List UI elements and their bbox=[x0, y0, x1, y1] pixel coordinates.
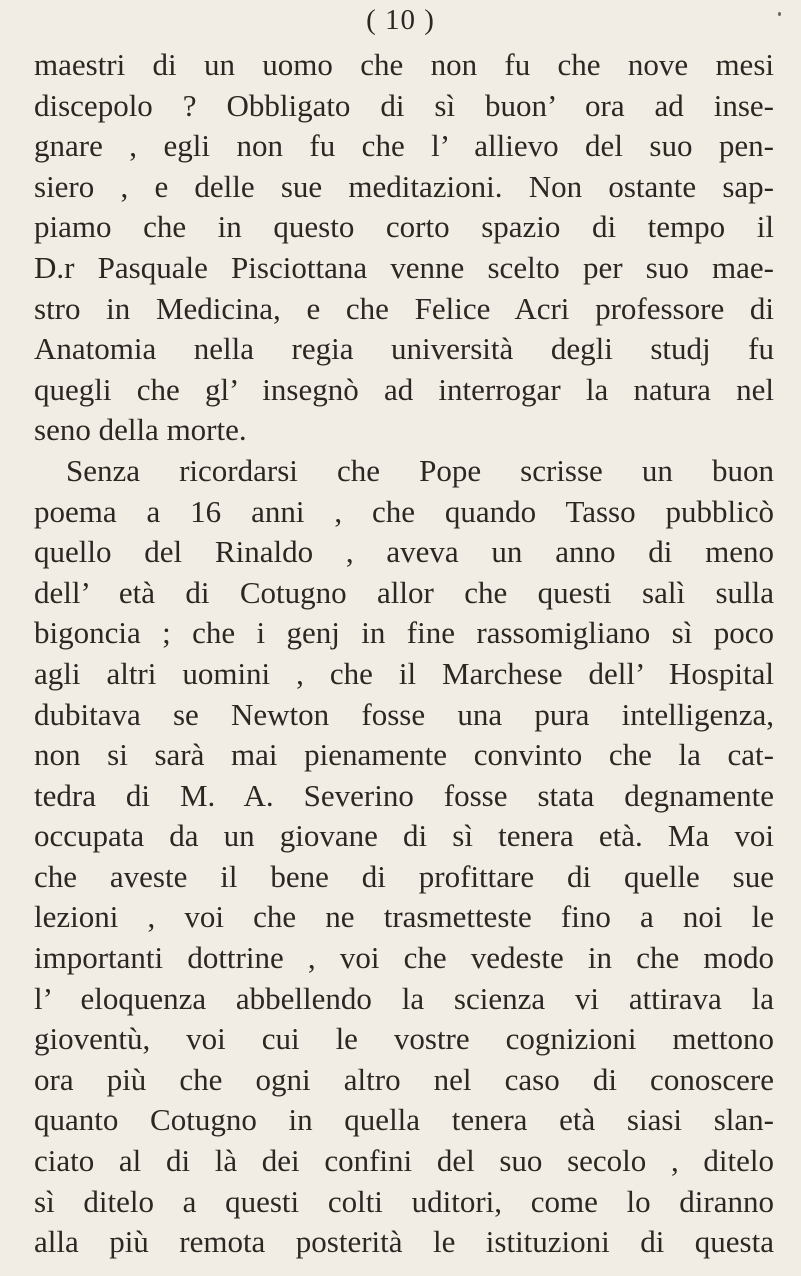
text-line: D.r Pasquale Pisciottana venne scelto per suo mae- bbox=[34, 249, 774, 285]
text-line: gnare , egli non fu che l’ allievo del suo pen- bbox=[34, 128, 774, 164]
text-line: stro in Medicina, e che Felice Acri professore di bbox=[34, 290, 774, 326]
text-line: quanto Cotugno in quella tenera età siasi slan- bbox=[34, 1102, 774, 1138]
paragraph-start-line: Senza ricordarsi che Pope scrisse un buon bbox=[66, 452, 774, 488]
text-line: piamo che in questo corto spazio di tempo il bbox=[34, 209, 774, 245]
text-line: tedra di M. A. Severino fosse stata degnamente bbox=[34, 777, 774, 813]
text-line: l’ eloquenza abbellendo la scienza vi attirava la bbox=[34, 980, 774, 1016]
text-line: Anatomia nella regia università degli studj fu bbox=[34, 331, 774, 367]
text-line: sì ditelo a questi colti uditori, come lo diranno bbox=[34, 1183, 774, 1219]
text-line: maestri di un uomo che non fu che nove mesi bbox=[34, 47, 774, 82]
text-line: quegli che gl’ insegnò ad interrogar la natura nel bbox=[34, 371, 774, 407]
text-line: ora più che ogni altro nel caso di conoscere bbox=[34, 1061, 774, 1097]
paragraph-end-line: seno della morte. bbox=[34, 412, 247, 448]
text-line: non si sarà mai pienamente convinto che la cat- bbox=[34, 737, 774, 773]
text-line: dubitava se Newton fosse una pura intelligenza, bbox=[34, 696, 774, 732]
text-line: ciato al di là dei confini del suo secolo , ditelo bbox=[34, 1143, 774, 1179]
text-line: agli altri uomini , che il Marchese dell’ Hospital bbox=[34, 655, 774, 691]
text-line: importanti dottrine , voi che vedeste in che modo bbox=[34, 940, 774, 976]
text-line: dell’ età di Cotugno allor che questi salì sulla bbox=[34, 574, 774, 610]
text-line: lezioni , voi che ne trasmetteste fino a noi le bbox=[34, 899, 774, 935]
text-line: quello del Rinaldo , aveva un anno di meno bbox=[34, 534, 774, 570]
text-line: poema a 16 anni , che quando Tasso pubblicò bbox=[34, 493, 774, 529]
text-line: gioventù, voi cui le vostre cognizioni mettono bbox=[34, 1021, 774, 1057]
text-line: discepolo ? Obbligato di sì buon’ ora ad inse- bbox=[34, 87, 774, 123]
text-line: bigoncia ; che i genj in fine rassomigliano sì poco bbox=[34, 615, 774, 651]
text-line: alla più remota posterità le istituzioni di questa bbox=[34, 1224, 774, 1260]
body-text bbox=[34, 45, 774, 1263]
text-line: siero , e delle sue meditazioni. Non ostante sap- bbox=[34, 168, 774, 204]
text-line: che aveste il bene di profittare di quelle sue bbox=[34, 858, 774, 894]
text-line: occupata da un giovane di sì tenera età. Ma voi bbox=[34, 818, 774, 854]
page-number: ( 10 ) bbox=[366, 4, 435, 36]
